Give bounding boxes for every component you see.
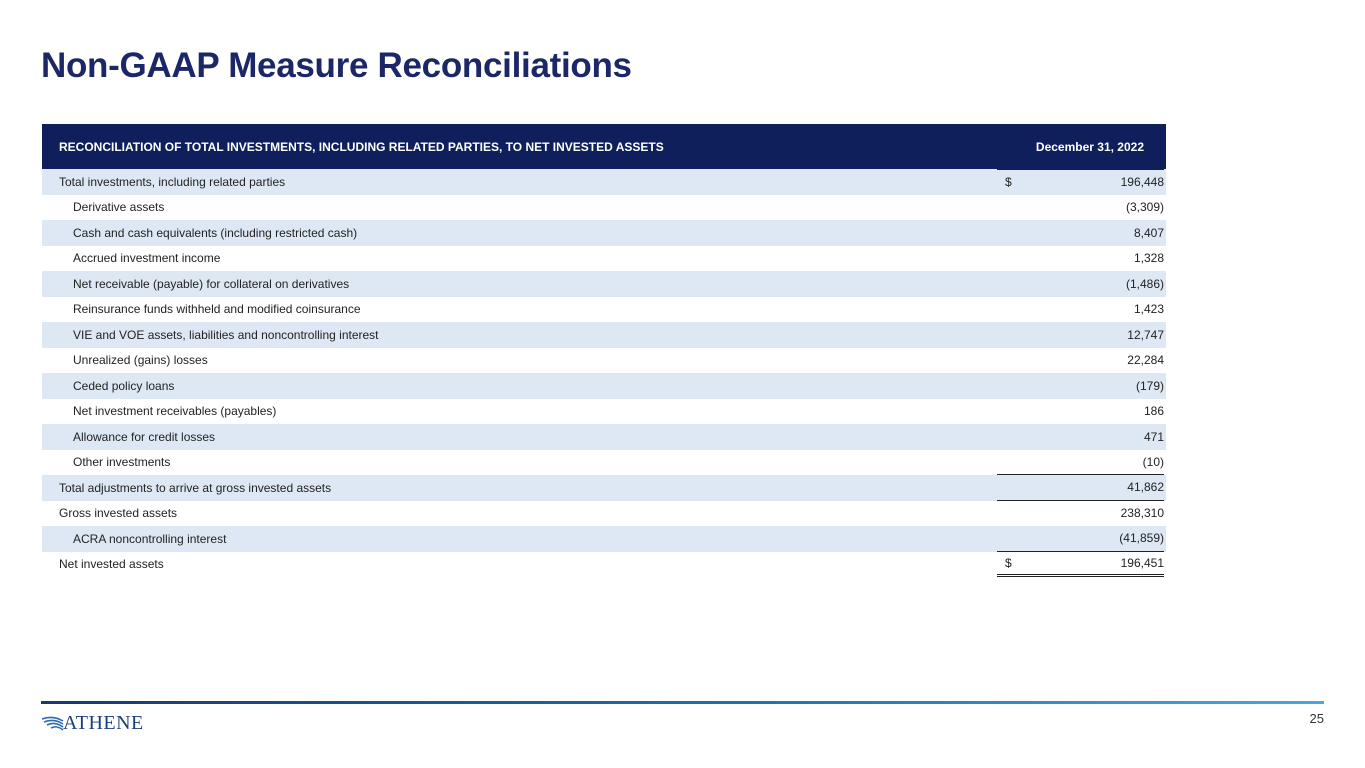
row-label: Unrealized (gains) losses [73,353,208,368]
table-row [42,501,1166,527]
row-label: Derivative assets [73,200,165,215]
table-row [42,322,1166,348]
logo-text: ATHENE [63,711,144,734]
row-value-cell [997,450,1164,476]
row-amount: 186 [1143,404,1164,419]
row-value-cell [997,399,1164,425]
row-amount: 8,407 [1133,225,1164,240]
table-row [42,373,1166,399]
row-value-cell [997,501,1164,527]
row-value-cell [997,475,1164,501]
row-label: Gross invested assets [59,506,178,521]
row-label: Net investment receivables (payables) [73,404,277,419]
athene-logo [41,711,144,735]
row-value-cell [997,322,1164,348]
table-row [42,450,1166,476]
row-label: ACRA noncontrolling interest [73,531,227,546]
table-row [42,552,1166,578]
row-label: Allowance for credit losses [73,429,216,444]
row-amount: 238,310 [1120,506,1164,521]
table-header-period: December 31, 2022 [1035,139,1144,154]
table-row [42,220,1166,246]
currency-symbol: $ [1005,555,1012,570]
footer-divider [41,701,1324,704]
row-label: VIE and VOE assets, liabilities and noncontrolling interest [73,327,379,342]
row-amount: 1,423 [1133,302,1164,317]
row-amount: (3,309) [1125,200,1164,215]
row-amount: 41,862 [1127,480,1164,495]
row-value-cell [997,348,1164,374]
row-amount: 22,284 [1127,353,1164,368]
row-value-cell [997,526,1164,552]
table-header [42,124,1166,169]
row-amount: (1,486) [1125,276,1164,291]
row-label: Total investments, including related parties [59,174,286,189]
row-label: Cash and cash equivalents (including restricted cash) [73,225,358,240]
table-row [42,424,1166,450]
row-amount: (179) [1135,378,1164,393]
row-value-cell [997,373,1164,399]
page-number: 25 [1309,711,1324,726]
row-label: Accrued investment income [73,251,221,266]
table-row [42,297,1166,323]
athene-wing-icon [41,713,65,733]
row-label: Reinsurance funds withheld and modified coinsurance [73,302,361,317]
row-amount: (41,859) [1119,531,1164,546]
row-label: Other investments [73,455,171,470]
row-value-cell [997,424,1164,450]
table-row [42,195,1166,221]
table-row [42,348,1166,374]
row-label: Ceded policy loans [73,378,175,393]
table-row [42,246,1166,272]
row-value-cell [997,297,1164,323]
page-title: Non-GAAP Measure Reconciliations [41,46,632,85]
row-value-cell [997,552,1164,578]
row-amount: 1,328 [1133,251,1164,266]
row-amount: 471 [1143,429,1164,444]
row-label: Net invested assets [59,557,164,572]
table-row [42,526,1166,552]
row-value-cell [997,220,1164,246]
table-row [42,399,1166,425]
row-amount: 12,747 [1127,327,1164,342]
table-header-label: RECONCILIATION OF TOTAL INVESTMENTS, INCLUDING RELATED PARTIES, TO NET INVESTED ASSETS [59,139,664,154]
reconciliation-table [42,124,1166,577]
row-value-cell [997,195,1164,221]
currency-symbol: $ [1005,175,1012,190]
row-value-cell [997,169,1164,195]
table-row [42,271,1166,297]
table-row [42,169,1166,195]
row-label: Total adjustments to arrive at gross invested assets [59,480,332,495]
row-value-cell [997,246,1164,272]
row-value-cell [997,271,1164,297]
row-amount: 196,448 [1120,175,1164,190]
table-row [42,475,1166,501]
row-amount: (10) [1142,454,1164,469]
row-label: Net receivable (payable) for collateral on derivatives [73,276,350,291]
row-amount: 196,451 [1120,555,1164,570]
